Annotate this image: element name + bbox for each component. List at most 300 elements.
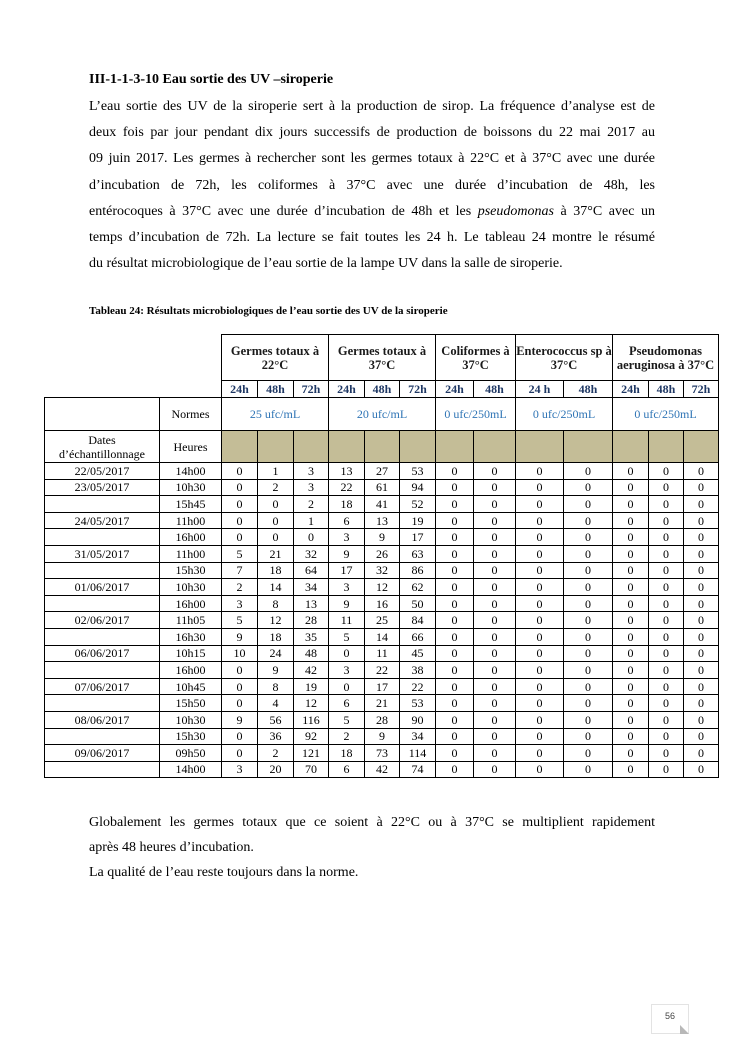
value-cell: 2 (294, 496, 329, 513)
value-cell: 0 (222, 662, 258, 679)
value-cell: 34 (294, 579, 329, 596)
value-cell: 8 (258, 595, 294, 612)
date-cell (45, 529, 160, 546)
subheader-cell: 24h (222, 381, 258, 398)
value-cell: 0 (329, 645, 365, 662)
value-cell: 0 (516, 562, 564, 579)
value-cell: 90 (400, 711, 436, 728)
value-cell: 0 (258, 496, 294, 513)
table-row (45, 695, 719, 712)
value-cell: 0 (649, 728, 684, 745)
paragraph-line: 09 juin 2017. Les germes à rechercher sont les germes totaux à 22°C et à 37°C avec une durée (89, 151, 655, 167)
value-cell: 9 (258, 662, 294, 679)
value-cell: 0 (613, 761, 649, 778)
value-cell: 52 (400, 496, 436, 513)
value-cell: 0 (564, 595, 613, 612)
value-cell: 0 (564, 645, 613, 662)
value-cell: 0 (684, 678, 719, 695)
value-cell: 5 (329, 711, 365, 728)
value-cell: 0 (436, 479, 474, 496)
paragraph-line: du résultat microbiologique de l’eau sortie de la lampe UV dans la salle de siroperie. (89, 256, 563, 272)
heures-label: Heures (160, 431, 222, 463)
value-cell: 0 (649, 496, 684, 513)
value-cell: 0 (613, 579, 649, 596)
value-cell: 0 (516, 645, 564, 662)
value-cell: 13 (294, 595, 329, 612)
value-cell: 0 (474, 463, 516, 480)
value-cell: 0 (436, 695, 474, 712)
subheader-cell: 48h (474, 381, 516, 398)
value-cell: 0 (613, 512, 649, 529)
value-cell: 0 (436, 628, 474, 645)
table-caption: Tableau 24: Résultats microbiologiques de l’eau sortie des UV de la siroperie (89, 305, 448, 317)
hour-cell: 10h30 (160, 711, 222, 728)
table-row (45, 545, 719, 562)
value-cell: 0 (684, 645, 719, 662)
value-cell: 12 (294, 695, 329, 712)
value-cell: 0 (564, 612, 613, 629)
table-row (45, 463, 719, 480)
value-cell: 0 (649, 695, 684, 712)
value-cell: 0 (474, 695, 516, 712)
value-cell: 24 (258, 645, 294, 662)
value-cell: 2 (222, 579, 258, 596)
value-cell: 2 (329, 728, 365, 745)
page-number (651, 1004, 689, 1034)
value-cell: 74 (400, 761, 436, 778)
value-cell: 0 (436, 761, 474, 778)
value-cell: 0 (684, 463, 719, 480)
value-cell: 0 (474, 512, 516, 529)
date-cell: 01/06/2017 (45, 579, 160, 596)
value-cell: 0 (436, 512, 474, 529)
value-cell: 17 (400, 529, 436, 546)
value-cell: 1 (294, 512, 329, 529)
value-cell: 0 (684, 529, 719, 546)
hour-cell: 16h00 (160, 662, 222, 679)
table-row (45, 612, 719, 629)
value-cell: 62 (400, 579, 436, 596)
value-cell: 9 (329, 545, 365, 562)
value-cell: 9 (222, 628, 258, 645)
value-cell: 7 (222, 562, 258, 579)
value-cell: 36 (258, 728, 294, 745)
value-cell: 6 (329, 695, 365, 712)
value-cell: 3 (294, 479, 329, 496)
value-cell: 0 (516, 695, 564, 712)
value-cell: 66 (400, 628, 436, 645)
subheader-cell: 72h (684, 381, 719, 398)
hour-cell: 15h30 (160, 728, 222, 745)
value-cell: 0 (564, 579, 613, 596)
hour-cell: 10h30 (160, 579, 222, 596)
value-cell: 4 (258, 695, 294, 712)
value-cell: 3 (329, 579, 365, 596)
conclusion-line: après 48 heures d’incubation. (89, 840, 254, 855)
empty-corner (45, 335, 222, 381)
value-cell: 0 (474, 479, 516, 496)
value-cell: 0 (436, 562, 474, 579)
value-cell: 34 (400, 728, 436, 745)
shaded-cell (294, 431, 329, 463)
value-cell: 64 (294, 562, 329, 579)
value-cell: 13 (365, 512, 400, 529)
column-label-row (45, 431, 719, 463)
value-cell: 0 (474, 662, 516, 679)
value-cell: 0 (474, 728, 516, 745)
value-cell: 0 (613, 529, 649, 546)
italic-term: pseudomonas (477, 203, 554, 219)
table-row (45, 628, 719, 645)
value-cell: 0 (516, 529, 564, 546)
value-cell: 9 (365, 728, 400, 745)
value-cell: 0 (613, 662, 649, 679)
value-cell: 9 (329, 595, 365, 612)
value-cell: 22 (400, 678, 436, 695)
table-row (45, 728, 719, 745)
value-cell: 19 (294, 678, 329, 695)
value-cell: 0 (649, 612, 684, 629)
value-cell: 0 (613, 562, 649, 579)
value-cell: 0 (564, 628, 613, 645)
value-cell: 0 (649, 628, 684, 645)
date-cell (45, 628, 160, 645)
paragraph-line (89, 199, 655, 225)
value-cell: 86 (400, 562, 436, 579)
value-cell: 0 (474, 761, 516, 778)
value-cell: 12 (365, 579, 400, 596)
value-cell: 0 (649, 545, 684, 562)
date-cell: 02/06/2017 (45, 612, 160, 629)
shaded-cell (564, 431, 613, 463)
table-row (45, 479, 719, 496)
value-cell: 0 (684, 595, 719, 612)
value-cell: 114 (400, 745, 436, 762)
hour-cell: 11h05 (160, 612, 222, 629)
value-cell: 9 (365, 529, 400, 546)
value-cell: 56 (258, 711, 294, 728)
value-cell: 0 (516, 678, 564, 695)
date-cell: 06/06/2017 (45, 645, 160, 662)
value-cell: 0 (684, 728, 719, 745)
value-cell: 10 (222, 645, 258, 662)
page-number-text: 56 (664, 1011, 675, 1021)
value-cell: 48 (294, 645, 329, 662)
value-cell: 0 (222, 678, 258, 695)
hour-cell: 16h30 (160, 628, 222, 645)
hour-cell: 14h00 (160, 463, 222, 480)
value-cell: 0 (436, 595, 474, 612)
value-cell: 0 (684, 612, 719, 629)
value-cell: 0 (649, 562, 684, 579)
value-cell: 0 (684, 545, 719, 562)
value-cell: 3 (222, 595, 258, 612)
value-cell: 0 (613, 595, 649, 612)
value-cell: 0 (516, 579, 564, 596)
value-cell: 0 (222, 529, 258, 546)
hour-cell: 15h50 (160, 695, 222, 712)
value-cell: 53 (400, 463, 436, 480)
value-cell: 0 (436, 711, 474, 728)
value-cell: 0 (516, 662, 564, 679)
hour-cell: 09h50 (160, 745, 222, 762)
value-cell: 0 (684, 662, 719, 679)
date-cell (45, 728, 160, 745)
table-row (45, 512, 719, 529)
value-cell: 18 (258, 562, 294, 579)
value-cell: 28 (365, 711, 400, 728)
norme-value: 0 ufc/250mL (613, 398, 719, 431)
value-cell: 0 (436, 662, 474, 679)
value-cell: 0 (436, 612, 474, 629)
value-cell: 0 (222, 695, 258, 712)
conclusion-line: Globalement les germes totaux que ce soient à 22°C ou à 37°C se multiplient rapidement (89, 815, 655, 830)
hour-cell: 11h00 (160, 512, 222, 529)
value-cell: 0 (474, 678, 516, 695)
value-cell: 3 (294, 463, 329, 480)
value-cell: 0 (516, 612, 564, 629)
group-header: Germes totaux à 22°C (222, 335, 329, 381)
subheader-cell: 48h (365, 381, 400, 398)
value-cell: 0 (436, 579, 474, 596)
date-cell (45, 662, 160, 679)
subheader-cell: 24h (613, 381, 649, 398)
value-cell: 17 (365, 678, 400, 695)
value-cell: 42 (365, 761, 400, 778)
value-cell: 20 (258, 761, 294, 778)
table-row (45, 761, 719, 778)
value-cell: 0 (649, 579, 684, 596)
value-cell: 0 (516, 728, 564, 745)
value-cell: 0 (436, 463, 474, 480)
value-cell: 0 (564, 545, 613, 562)
value-cell: 0 (684, 496, 719, 513)
table-row (45, 645, 719, 662)
value-cell: 0 (222, 512, 258, 529)
intro-paragraph (89, 94, 655, 277)
value-cell: 41 (365, 496, 400, 513)
value-cell: 0 (516, 479, 564, 496)
group-header: Pseudomonas aeruginosa à 37°C (613, 335, 719, 381)
date-cell: 23/05/2017 (45, 479, 160, 496)
value-cell: 12 (258, 612, 294, 629)
shaded-cell (649, 431, 684, 463)
value-cell: 0 (516, 628, 564, 645)
value-cell: 0 (684, 479, 719, 496)
subheader-cell: 72h (400, 381, 436, 398)
value-cell: 8 (258, 678, 294, 695)
value-cell: 22 (365, 662, 400, 679)
value-cell: 1 (258, 463, 294, 480)
value-cell: 0 (258, 512, 294, 529)
value-cell: 27 (365, 463, 400, 480)
value-cell: 6 (329, 512, 365, 529)
subheader-cell: 72h (294, 381, 329, 398)
value-cell: 0 (436, 529, 474, 546)
value-cell: 0 (564, 711, 613, 728)
value-cell: 0 (516, 711, 564, 728)
value-cell: 0 (474, 745, 516, 762)
value-cell: 2 (258, 479, 294, 496)
value-cell: 0 (516, 463, 564, 480)
value-cell: 84 (400, 612, 436, 629)
dates-label: Dates d’échantillonnage (45, 431, 160, 463)
subheader-cell: 48h (649, 381, 684, 398)
value-cell: 5 (222, 545, 258, 562)
paragraph-line: deux fois par jour pendant dix jours successifs de production de boissons du 22 mai 2017 au (89, 125, 655, 141)
value-cell: 0 (436, 545, 474, 562)
value-cell: 0 (474, 579, 516, 596)
subheader-cell: 24h (329, 381, 365, 398)
value-cell: 18 (329, 745, 365, 762)
value-cell: 73 (365, 745, 400, 762)
shaded-cell (222, 431, 258, 463)
subheader-cell: 24 h (516, 381, 564, 398)
value-cell: 45 (400, 645, 436, 662)
value-cell: 0 (613, 745, 649, 762)
table-row (45, 579, 719, 596)
value-cell: 0 (649, 479, 684, 496)
value-cell: 0 (613, 678, 649, 695)
value-cell: 38 (400, 662, 436, 679)
date-cell: 07/06/2017 (45, 678, 160, 695)
date-cell: 22/05/2017 (45, 463, 160, 480)
group-header: Coliformes à 37°C (436, 335, 516, 381)
value-cell: 0 (564, 562, 613, 579)
value-cell: 0 (649, 463, 684, 480)
value-cell: 70 (294, 761, 329, 778)
hour-cell: 15h45 (160, 496, 222, 513)
paragraph-line: d’incubation de 72h, les coliformes à 37°C avec une durée d’incubation de 48h, les (89, 177, 655, 193)
date-cell (45, 695, 160, 712)
shaded-cell (365, 431, 400, 463)
shaded-cell (436, 431, 474, 463)
value-cell: 0 (649, 711, 684, 728)
value-cell: 0 (564, 761, 613, 778)
value-cell: 2 (258, 745, 294, 762)
value-cell: 0 (684, 512, 719, 529)
value-cell: 0 (474, 496, 516, 513)
value-cell: 3 (329, 529, 365, 546)
value-cell: 14 (365, 628, 400, 645)
value-cell: 0 (474, 711, 516, 728)
value-cell: 32 (365, 562, 400, 579)
value-cell: 28 (294, 612, 329, 629)
value-cell: 35 (294, 628, 329, 645)
value-cell: 3 (222, 761, 258, 778)
value-cell: 0 (613, 496, 649, 513)
value-cell: 0 (222, 745, 258, 762)
value-cell: 0 (516, 545, 564, 562)
hour-cell: 10h45 (160, 678, 222, 695)
value-cell: 0 (684, 711, 719, 728)
value-cell: 0 (436, 745, 474, 762)
value-cell: 61 (365, 479, 400, 496)
date-cell (45, 496, 160, 513)
conclusion-line: La qualité de l’eau reste toujours dans la norme. (89, 865, 359, 880)
date-cell (45, 595, 160, 612)
value-cell: 0 (516, 761, 564, 778)
value-cell: 0 (474, 645, 516, 662)
subheader-cell: 48h (258, 381, 294, 398)
value-cell: 0 (684, 628, 719, 645)
section-heading: III-1-1-3-10 Eau sortie des UV –siroperie (89, 72, 334, 87)
norme-value: 0 ufc/250mL (436, 398, 516, 431)
value-cell: 21 (365, 695, 400, 712)
value-cell: 0 (613, 711, 649, 728)
date-cell (45, 761, 160, 778)
norme-value: 0 ufc/250mL (516, 398, 613, 431)
value-cell: 0 (329, 678, 365, 695)
table-row (45, 562, 719, 579)
value-cell: 0 (684, 579, 719, 596)
value-cell: 0 (474, 529, 516, 546)
value-cell: 0 (436, 645, 474, 662)
value-cell: 9 (222, 711, 258, 728)
value-cell: 50 (400, 595, 436, 612)
value-cell: 18 (258, 628, 294, 645)
value-cell: 0 (222, 496, 258, 513)
date-cell: 31/05/2017 (45, 545, 160, 562)
shaded-cell (684, 431, 719, 463)
date-cell: 09/06/2017 (45, 745, 160, 762)
value-cell: 0 (649, 761, 684, 778)
group-header: Germes totaux à 37°C (329, 335, 436, 381)
value-cell: 14 (258, 579, 294, 596)
value-cell: 16 (365, 595, 400, 612)
value-cell: 0 (436, 728, 474, 745)
value-cell: 0 (222, 479, 258, 496)
subheader-row (45, 381, 719, 398)
value-cell: 53 (400, 695, 436, 712)
value-cell: 0 (684, 562, 719, 579)
value-cell: 0 (516, 745, 564, 762)
hour-cell: 14h00 (160, 761, 222, 778)
shaded-cell (329, 431, 365, 463)
shaded-cell (400, 431, 436, 463)
date-cell: 24/05/2017 (45, 512, 160, 529)
value-cell: 0 (294, 529, 329, 546)
value-cell: 32 (294, 545, 329, 562)
value-cell: 92 (294, 728, 329, 745)
value-cell: 17 (329, 562, 365, 579)
value-cell: 0 (649, 745, 684, 762)
value-cell: 0 (564, 678, 613, 695)
value-cell: 0 (684, 745, 719, 762)
empty-corner (45, 381, 222, 398)
page-curl-icon (680, 1025, 689, 1034)
empty-cell (45, 398, 160, 431)
value-cell: 0 (474, 562, 516, 579)
value-cell: 11 (329, 612, 365, 629)
value-cell: 0 (649, 512, 684, 529)
value-cell: 0 (684, 761, 719, 778)
value-cell: 0 (258, 529, 294, 546)
value-cell: 0 (474, 612, 516, 629)
hour-cell: 16h00 (160, 529, 222, 546)
value-cell: 0 (474, 628, 516, 645)
value-cell: 25 (365, 612, 400, 629)
value-cell: 0 (613, 463, 649, 480)
table-row (45, 745, 719, 762)
value-cell: 0 (222, 728, 258, 745)
shaded-cell (516, 431, 564, 463)
normes-row (45, 398, 719, 431)
normes-label: Normes (160, 398, 222, 431)
date-cell: 08/06/2017 (45, 711, 160, 728)
value-cell: 0 (564, 695, 613, 712)
value-cell: 63 (400, 545, 436, 562)
